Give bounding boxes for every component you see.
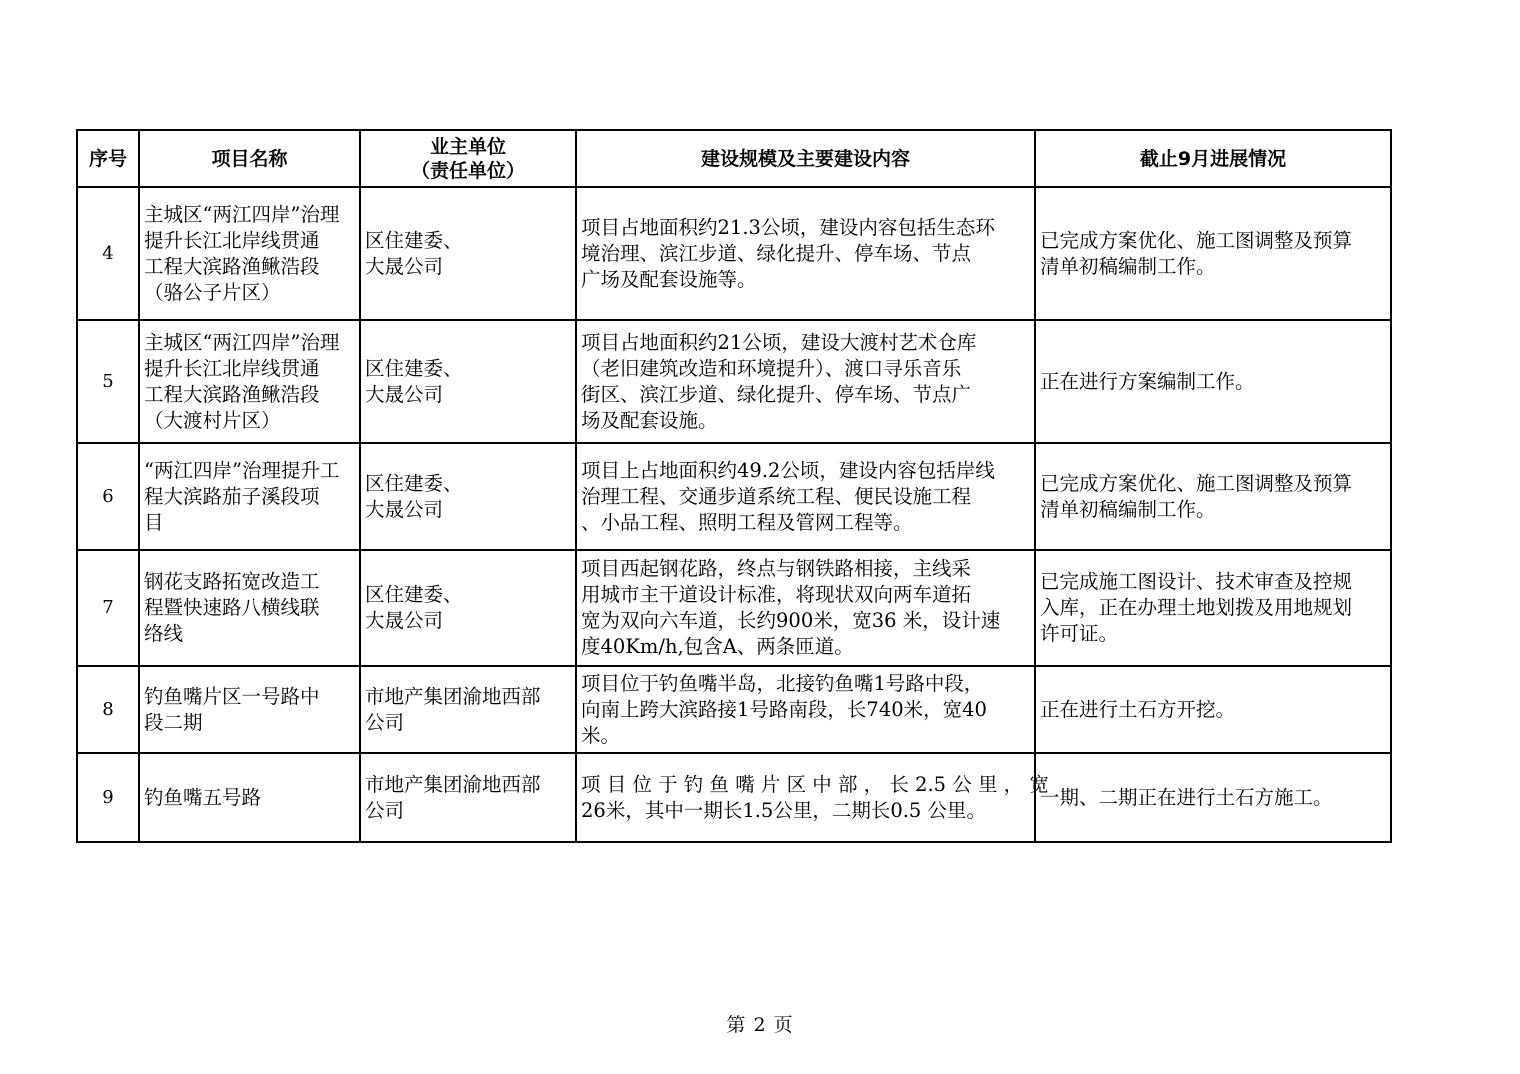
cell-owner: [360, 443, 576, 550]
cell-scale: [576, 550, 1035, 666]
cell-project-name-line: “两江四岸”治理提升工: [144, 458, 340, 482]
cell-no: 4: [77, 187, 139, 320]
cell-project-name-line: 主城区“两江四岸”治理: [144, 202, 340, 226]
cell-progress-line: 已完成方案优化、施工图调整及预算: [1040, 228, 1353, 252]
cell-progress: [1035, 320, 1391, 443]
header-no: 序号: [77, 130, 139, 187]
cell-no: 9: [77, 753, 139, 842]
cell-owner-line: 公司: [365, 798, 405, 822]
page-number: 第 2 页: [726, 1014, 794, 1036]
cell-scale-line: 向南上跨大滨路接1号路南段，长740米，宽40: [581, 697, 987, 721]
cell-scale-line: 项目位于钓鱼嘴半岛，北接钓鱼嘴1号路中段，: [581, 671, 984, 695]
cell-progress-line: 清单初稿编制工作。: [1040, 254, 1216, 278]
cell-scale-line: 度40Km/h,包含A、两条匝道。: [581, 635, 854, 658]
cell-scale-line: 广场及配套设施等。: [581, 267, 757, 291]
table-row: [77, 187, 1391, 320]
cell-owner: [360, 666, 576, 753]
cell-owner-line: 区住建委、: [365, 583, 463, 606]
cell-no: 5: [77, 320, 139, 443]
table-row: [77, 320, 1391, 443]
cell-progress: [1035, 443, 1391, 550]
header-name: 项目名称: [139, 130, 360, 187]
header-owner-line1: 业主单位: [429, 136, 506, 158]
table-header-row: [77, 130, 1391, 187]
cell-project-name-line: （大渡村片区）: [144, 408, 281, 432]
cell-project-name-line: 程暨快速路八横线联: [144, 596, 320, 619]
cell-progress-line: 许可证。: [1040, 622, 1119, 645]
cell-scale-line: 项 目 位 于 钓 鱼 嘴 片 区 中 部 ， 长 2.5 公 里 ， 宽: [581, 772, 1049, 796]
cell-owner-line: 公司: [365, 710, 405, 734]
cell-project-name: [139, 753, 360, 842]
cell-project-name: [139, 443, 360, 550]
cell-scale-line: 26米，其中一期长1.5公里，二期长0.5 公里。: [581, 798, 987, 822]
project-progress-table: [76, 129, 1392, 843]
table-row: [77, 753, 1391, 842]
cell-project-name-line: 主城区“两江四岸”治理: [144, 330, 340, 354]
cell-owner-line: 市地产集团渝地西部: [365, 772, 541, 796]
cell-project-name-line: 钢花支路拓宽改造工: [144, 570, 320, 593]
cell-progress: [1035, 666, 1391, 753]
cell-progress-line: 正在进行土石方开挖。: [1040, 697, 1236, 721]
header-progress: 截止9月进展情况: [1035, 130, 1391, 187]
cell-scale-line: 宽为双向六车道，长约900米，宽36 米，设计速: [581, 609, 1001, 632]
cell-scale-line: 项目占地面积约21.3公顷，建设内容包括生态环: [581, 215, 995, 239]
cell-owner-line: 大晟公司: [365, 609, 444, 632]
cell-progress: [1035, 753, 1391, 842]
cell-scale-line: 场及配套设施。: [581, 408, 718, 432]
cell-owner-line: 区住建委、: [365, 228, 463, 252]
cell-no: 8: [77, 666, 139, 753]
cell-progress: [1035, 550, 1391, 666]
cell-project-name-line: 钓鱼嘴五号路: [144, 785, 262, 809]
header-owner: [360, 130, 576, 187]
cell-project-name-line: 提升长江北岸线贯通: [144, 356, 320, 380]
cell-project-name-line: （骆公子片区）: [144, 280, 281, 304]
cell-project-name-line: 工程大滨路渔鳅浩段: [144, 382, 320, 406]
cell-progress-line: 已完成方案优化、施工图调整及预算: [1040, 471, 1353, 495]
cell-progress-line: 入库，正在办理土地划拨及用地规划: [1040, 596, 1353, 619]
cell-project-name-line: 钓鱼嘴片区一号路中: [144, 684, 320, 708]
cell-scale: [576, 187, 1035, 320]
cell-project-name-line: 提升长江北岸线贯通: [144, 228, 320, 252]
cell-scale-line: 米。: [581, 723, 621, 747]
cell-progress: [1035, 187, 1391, 320]
cell-scale: [576, 753, 1049, 842]
cell-project-name: [139, 550, 360, 666]
cell-progress-line: 正在进行方案编制工作。: [1040, 369, 1255, 393]
cell-project-name-line: 目: [144, 510, 164, 534]
cell-project-name-line: 程大滨路茄子溪段项: [144, 484, 320, 508]
cell-owner-line: 大晟公司: [365, 497, 444, 521]
cell-scale: [576, 666, 1035, 753]
header-scale: 建设规模及主要建设内容: [576, 130, 1035, 187]
cell-scale-line: 项目西起钢花路，终点与钢铁路相接，主线采: [581, 557, 972, 580]
cell-no: 6: [77, 443, 139, 550]
cell-scale-line: 治理工程、交通步道系统工程、便民设施工程: [581, 484, 972, 508]
cell-owner-line: 大晟公司: [365, 254, 444, 278]
cell-progress-line: 一期、二期正在进行土石方施工。: [1040, 785, 1333, 809]
cell-project-name-line: 络线: [144, 622, 184, 645]
cell-project-name: [139, 666, 360, 753]
cell-owner-line: 区住建委、: [365, 356, 463, 380]
cell-no: 7: [77, 550, 139, 666]
table-body: [77, 187, 1391, 842]
cell-owner: [360, 187, 576, 320]
cell-scale-line: 项目占地面积约21公顷，建设大渡村艺术仓库: [581, 330, 977, 354]
table-row: [77, 443, 1391, 550]
cell-progress-line: 已完成施工图设计、技术审查及控规: [1040, 570, 1353, 593]
cell-owner: [360, 550, 576, 666]
table-row: [77, 666, 1391, 753]
cell-scale: [576, 443, 1035, 550]
header-owner-line2: （责任单位）: [410, 160, 525, 182]
cell-progress-line: 清单初稿编制工作。: [1040, 497, 1216, 521]
cell-owner-line: 市地产集团渝地西部: [365, 684, 541, 708]
cell-scale-line: 用城市主干道设计标准，将现状双向两车道拓: [581, 583, 972, 606]
table-row: [77, 550, 1391, 666]
cell-project-name-line: 工程大滨路渔鳅浩段: [144, 254, 320, 278]
cell-scale-line: 项目上占地面积约49.2公顷，建设内容包括岸线: [581, 458, 995, 482]
cell-owner-line: 大晟公司: [365, 382, 444, 406]
cell-owner: [360, 320, 576, 443]
cell-owner-line: 区住建委、: [365, 471, 463, 495]
cell-project-name: [139, 187, 360, 320]
cell-scale-line: 、小品工程、照明工程及管网工程等。: [581, 510, 913, 534]
cell-owner: [360, 753, 576, 842]
cell-scale-line: （老旧建筑改造和环境提升）、渡口寻乐音乐: [581, 356, 962, 380]
cell-scale-line: 境治理、滨江步道、绿化提升、停车场、节点: [581, 241, 972, 265]
cell-scale-line: 街区、滨江步道、绿化提升、停车场、节点广: [581, 382, 972, 406]
cell-scale: [576, 320, 1035, 443]
cell-project-name: [139, 320, 360, 443]
cell-project-name-line: 段二期: [144, 710, 203, 734]
